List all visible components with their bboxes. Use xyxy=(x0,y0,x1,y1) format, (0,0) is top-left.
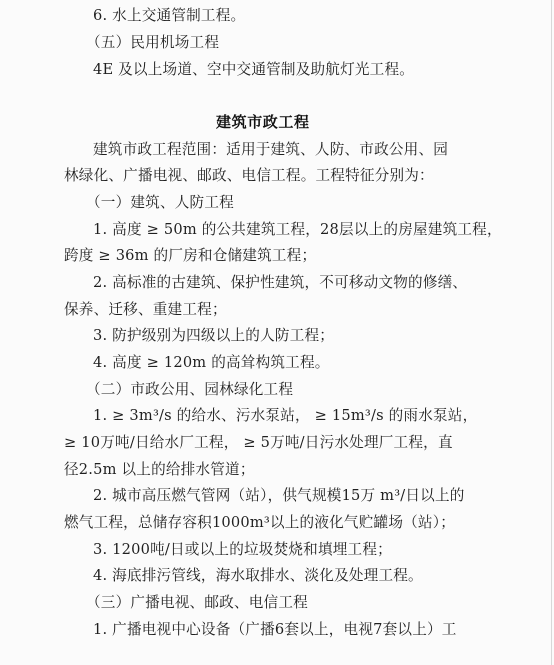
page-edge-line xyxy=(551,0,552,665)
text-line: 跨度 ≥ 36m 的厂房和仓储建筑工程； xyxy=(64,247,317,264)
text-line: 径2.5m 以上的给排水管道； xyxy=(64,461,255,478)
text-line: ≥ 10万吨/日给水厂工程， ≥ 5万吨/日污水处理厂工程，直 xyxy=(64,434,453,451)
text-line: 1. 广播电视中心设备（广播6套以上，电视7套以上）工 xyxy=(93,621,457,638)
page-title: 建筑市政工程 xyxy=(216,113,310,131)
text-line: 4. 海底排污管线，海水取排水、淡化及处理工程。 xyxy=(93,567,423,584)
text-line: 2. 高标准的古建筑、保护性建筑，不可移动文物的修缮、 xyxy=(93,274,468,291)
text-line: 1. 高度 ≥ 50m 的公共建筑工程，28层以上的房屋建筑工程， xyxy=(93,221,502,238)
text-line: 1. ≥ 3m³/s 的给水、污水泵站， ≥ 15m³/s 的雨水泵站， xyxy=(93,407,478,424)
text-line: 建筑市政工程范围：适用于建筑、人防、市政公用、园 xyxy=(93,141,449,158)
text-line: 3. 1200吨/日或以上的垃圾焚烧和填埋工程； xyxy=(93,541,392,558)
text-line: 6. 水上交通管制工程。 xyxy=(93,7,246,24)
text-line: 4E 及以上场道、空中交通管制及助航灯光工程。 xyxy=(93,61,415,78)
section-heading: （一）建筑、人防工程 xyxy=(86,194,234,211)
text-line: 2. 城市高压燃气管网（站），供气规模15万 m³/日以上的 xyxy=(93,487,465,504)
text-line: 林绿化、广播电视、邮政、电信工程。工程特征分别为： xyxy=(64,167,434,184)
section-heading: （二）市政公用、园林绿化工程 xyxy=(86,381,294,398)
text-line: 燃气工程，总储存容积1000m³以上的液化气贮罐场（站）； xyxy=(64,514,455,531)
section-heading: （三）广播电视、邮政、电信工程 xyxy=(86,594,308,611)
text-line: 保养、迁移、重建工程； xyxy=(64,301,227,318)
section-heading: （五）民用机场工程 xyxy=(86,34,220,51)
text-line: 4. 高度 ≥ 120m 的高耸构筑工程。 xyxy=(93,354,330,371)
text-line: 3. 防护级别为四级以上的人防工程； xyxy=(93,327,335,344)
